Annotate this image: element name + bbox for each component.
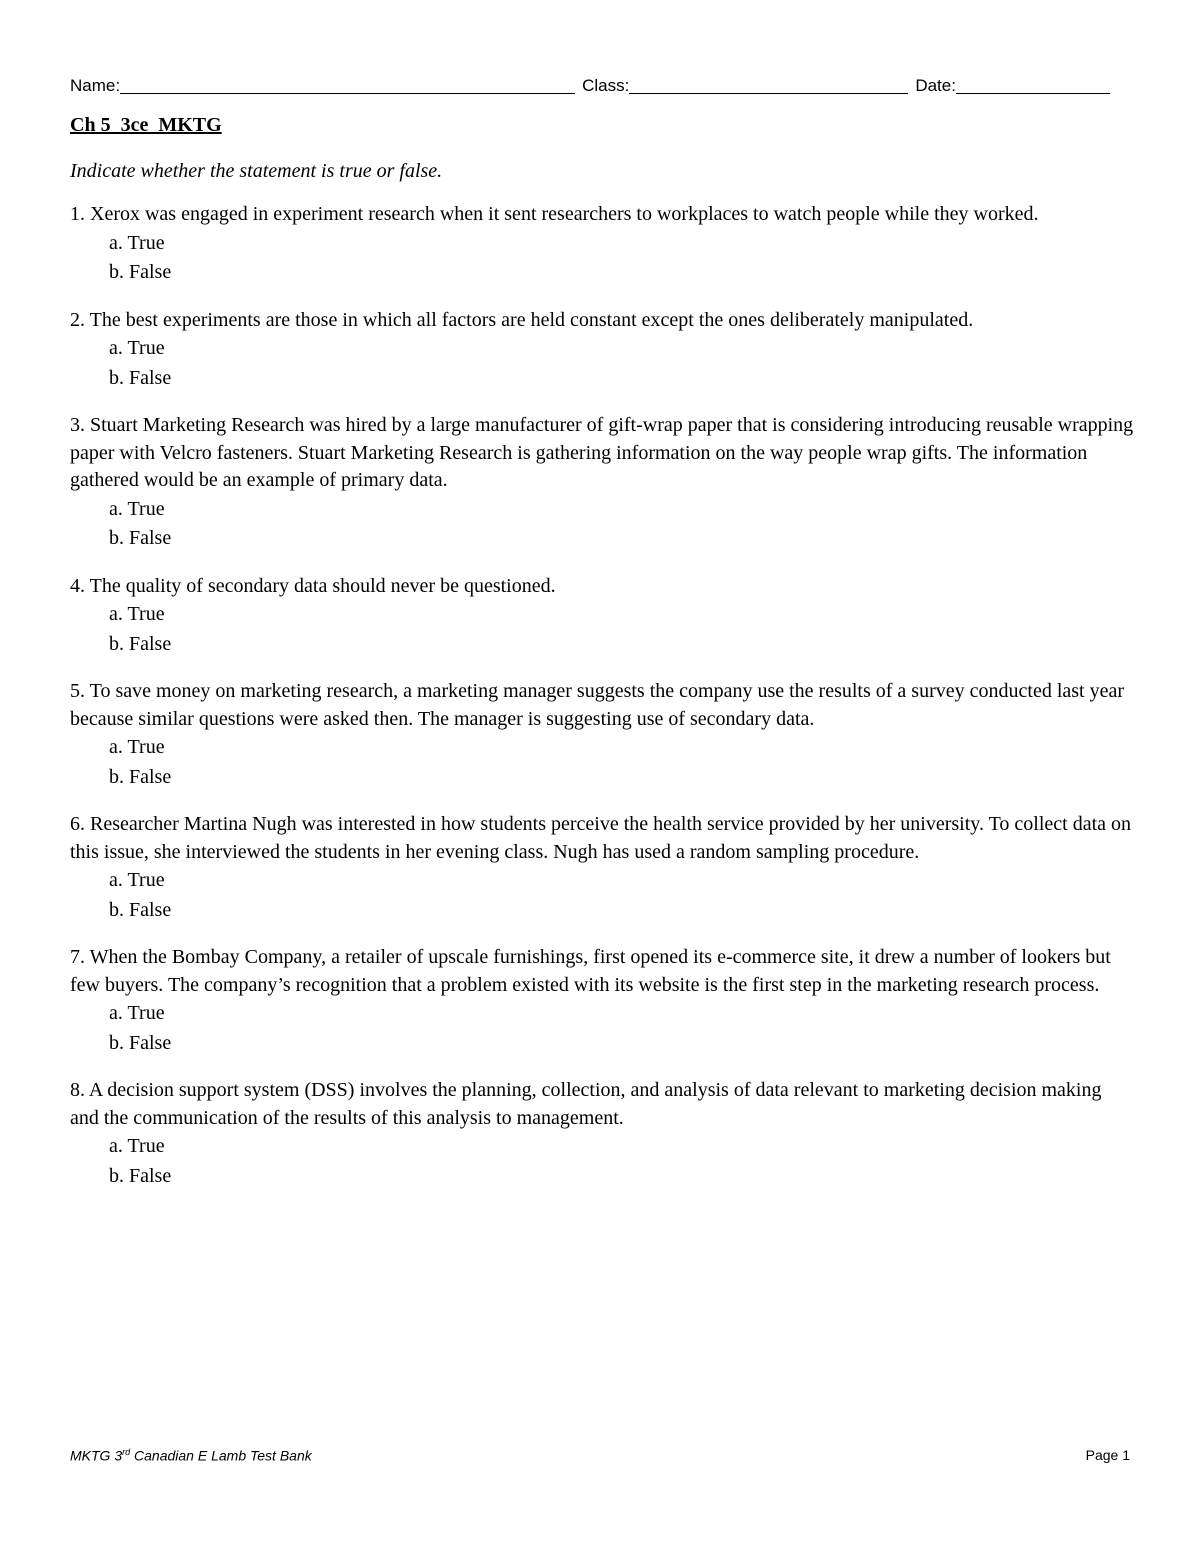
question-1	[70, 201, 1135, 288]
name-blank-line	[120, 75, 575, 94]
answer-option-false: b. False	[109, 1164, 172, 1187]
date-field	[915, 75, 1110, 96]
question-number: 6.	[70, 813, 85, 835]
question-8	[70, 1077, 1135, 1191]
question-text	[70, 678, 1135, 733]
question-7	[70, 944, 1135, 1058]
footer-source-sup: rd	[122, 1447, 131, 1457]
class-field	[582, 75, 908, 96]
class-label: Class:	[582, 76, 630, 95]
question-text	[70, 412, 1135, 495]
document-body	[70, 112, 1135, 1210]
question-2	[70, 307, 1135, 394]
document-title: Ch 5 3ce MKTG	[70, 114, 222, 136]
answer-option-true: a. True	[109, 1002, 165, 1024]
answer-option-false: b. False	[109, 527, 172, 549]
question-number: 3.	[70, 414, 85, 436]
question-number: 2.	[70, 308, 85, 331]
answer-option-true: a. True	[109, 869, 165, 891]
class-blank-line	[629, 75, 908, 94]
date-label: Date:	[915, 76, 956, 95]
answer-option-true: a. True	[109, 603, 165, 625]
question-text	[70, 573, 1135, 601]
footer-source-suffix: Canadian E Lamb Test Bank	[130, 1447, 312, 1464]
question-5	[70, 678, 1135, 792]
name-field	[70, 75, 575, 96]
question-text	[70, 307, 1135, 335]
question-number: 4.	[70, 574, 85, 597]
date-blank-line	[956, 75, 1110, 94]
question-statement: The best experiments are those in which all factors are held constant except the ones deliberately manipulated.	[89, 308, 974, 331]
footer-source	[70, 1447, 312, 1464]
answer-option-false: b. False	[109, 261, 172, 283]
answer-option-true: a. True	[109, 337, 165, 359]
question-statement: A decision support system (DSS) involves the planning, collection, and analysis of data relevant to marketing decision making and the communication of the results of this analysis to management.	[70, 1079, 1102, 1129]
question-list	[70, 201, 1135, 1191]
question-number: 8.	[70, 1079, 85, 1101]
answer-option-false: b. False	[109, 632, 172, 655]
question-text	[70, 1077, 1135, 1132]
question-4	[70, 573, 1135, 660]
question-text	[70, 944, 1135, 999]
question-statement: When the Bombay Company, a retailer of upscale furnishings, first opened its e-commerce site, it drew a number of lookers but few buyers. The company’s recognition that a problem existed with its website is the first step in the marketing research process.	[70, 946, 1111, 996]
question-text	[70, 811, 1135, 866]
answer-option-false: b. False	[109, 1031, 172, 1054]
question-statement: The quality of secondary data should never be questioned.	[89, 574, 556, 597]
question-statement: Researcher Martina Nugh was interested in how students perceive the health service provided by her university. To collect data on this issue, she interviewed the students in her evening class. Nugh has used a random sampling procedure.	[70, 813, 1132, 863]
instructions: Indicate whether the statement is true or false.	[70, 159, 443, 182]
question-3	[70, 412, 1135, 554]
question-6	[70, 811, 1135, 925]
question-text	[70, 201, 1135, 229]
answer-option-true: a. True	[109, 1135, 165, 1157]
name-label: Name:	[70, 76, 121, 95]
answer-option-false: b. False	[109, 366, 172, 389]
page-number: Page 1	[1085, 1447, 1130, 1463]
question-statement: Xerox was engaged in experiment research when it sent researchers to workplaces to watch people while they worked.	[90, 203, 1039, 225]
question-number: 1.	[70, 203, 85, 225]
answer-option-false: b. False	[109, 765, 172, 788]
answer-option-false: b. False	[109, 898, 172, 921]
page-footer	[70, 1447, 1130, 1464]
answer-option-true: a. True	[109, 497, 165, 520]
question-statement: Stuart Marketing Research was hired by a large manufacturer of gift-wrap paper that is considering introducing reusable wrapping paper with Velcro fasteners. Stuart Marketing Research is gathering information on the way people wrap gifts. The information gathered would be an example of primary data.	[70, 414, 1134, 491]
question-statement: To save money on marketing research, a marketing manager suggests the company use the results of a survey conducted last year because similar questions were asked then. The manager is suggesting use of secondary data.	[70, 680, 1125, 730]
footer-source-prefix: MKTG 3	[70, 1447, 123, 1464]
student-info-header	[70, 72, 1132, 96]
question-number: 5.	[70, 680, 85, 702]
answer-option-true: a. True	[109, 736, 165, 758]
answer-option-true: a. True	[109, 231, 165, 254]
question-number: 7.	[70, 946, 85, 968]
